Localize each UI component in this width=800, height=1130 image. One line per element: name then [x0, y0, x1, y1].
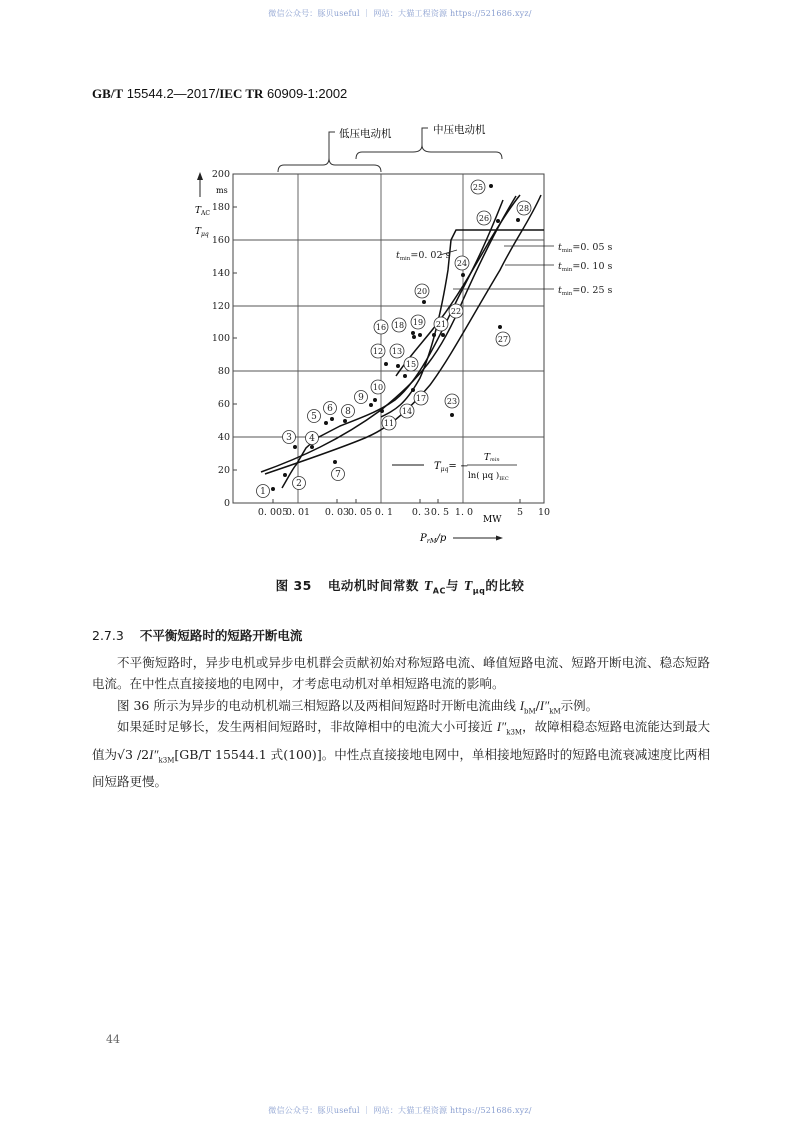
svg-text:27: 27	[497, 335, 509, 344]
svg-text:22: 22	[450, 307, 462, 316]
y-unit-ms: ms	[216, 186, 228, 195]
legend-formula	[392, 453, 517, 482]
svg-text:2: 2	[296, 479, 302, 489]
section-title: 不平衡短路时的短路开断电流	[139, 628, 303, 643]
svg-text:10: 10	[372, 383, 384, 392]
x-axis-label: $P_{rM}/p$	[420, 533, 447, 545]
svg-text:26: 26	[478, 214, 490, 223]
svg-text:180: 180	[211, 202, 230, 213]
svg-text:12: 12	[372, 347, 384, 356]
point-label-8	[342, 405, 355, 418]
standard-code-iec-number: 60909-1:2002	[263, 86, 348, 101]
bracket-low-label: 低压电动机	[339, 128, 392, 140]
svg-text:19: 19	[412, 318, 424, 327]
point-label-9	[355, 391, 368, 404]
section-number: 2.7.3	[92, 628, 124, 643]
svg-text:17: 17	[415, 394, 427, 403]
point-label-2	[293, 477, 306, 490]
figure-number: 图 35	[275, 578, 312, 593]
point-label-23	[445, 394, 459, 408]
point-label-16	[374, 320, 388, 334]
curve-steep	[393, 195, 520, 376]
svg-text:23: 23	[446, 397, 458, 406]
svg-text:0. 1: 0. 1	[374, 507, 394, 518]
curve-tmin-0.05	[282, 200, 503, 488]
standard-code-iec: IEC TR	[219, 86, 264, 101]
point-label-10	[371, 380, 385, 394]
svg-text:120: 120	[211, 301, 230, 312]
svg-text:tmin=0. 05 s: $t_{min}=0$. 05 s	[558, 242, 613, 254]
paragraph-2: 图 36 所示为异步的电动机机端三相短路以及两相间短路时开断电流曲线 $I_{bM}/I''_{kM}$示例。	[117, 698, 599, 716]
watermark-bottom: 微信公众号：豚贝useful ｜ 网站：大猫工程资源 https://521686.xyz/	[268, 1106, 532, 1115]
svg-text:ln( μq )IEC: ln( μq )$_{IEC}$	[468, 471, 509, 482]
y-label-tmuq: $T_{\mu q}$	[195, 227, 209, 238]
point-label-20	[415, 284, 429, 298]
svg-text:60: 60	[217, 399, 230, 410]
svg-text:0. 03: 0. 03	[324, 507, 350, 518]
point-label-28	[517, 201, 531, 215]
svg-text:0. 3: 0. 3	[411, 507, 431, 518]
svg-text:3: 3	[286, 433, 292, 443]
svg-text:tmin=0. 25 s: $t_{min}=0$. 25 s	[558, 285, 613, 297]
svg-text:20: 20	[217, 465, 230, 476]
svg-text:9: 9	[358, 393, 364, 403]
watermark-top: 微信公众号：豚贝useful ｜ 网站：大猫工程资源 https://521686.xyz/	[268, 9, 532, 18]
point-label-27	[496, 332, 510, 346]
point-label-17	[414, 391, 428, 405]
svg-text:80: 80	[217, 366, 230, 377]
x-unit-mw: MW	[483, 515, 502, 525]
svg-text:28: 28	[518, 204, 530, 213]
curve-tmin-0.02	[261, 196, 516, 472]
svg-text:21: 21	[435, 320, 447, 329]
point-label-13	[390, 344, 404, 358]
svg-text:tmin=0. 02 s: $t_{min}=0$. 02 s	[396, 250, 451, 262]
svg-text:tmin=0. 10 s: $t_{min}=0$. 10 s	[558, 261, 613, 273]
point-label-14	[400, 404, 414, 418]
svg-text:24: 24	[456, 259, 468, 268]
svg-text:7: 7	[335, 470, 341, 480]
svg-text:0. 5: 0. 5	[430, 507, 450, 518]
x-axis-ticks	[258, 499, 550, 518]
y-label-tac: $T_{AC}$	[195, 206, 210, 217]
figure-35-chart	[0, 0, 800, 560]
point-label-15	[404, 357, 418, 371]
svg-text:13: 13	[391, 347, 403, 356]
point-label-25	[471, 180, 485, 194]
svg-text:40: 40	[217, 432, 230, 443]
point-label-4	[306, 432, 319, 445]
svg-text:5: 5	[516, 507, 524, 518]
bracket-mid-label: 中压电动机	[433, 124, 486, 136]
point-label-19	[411, 315, 425, 329]
svg-text:10: 10	[537, 507, 551, 518]
svg-text:4: 4	[309, 434, 315, 444]
svg-text:0: 0	[223, 498, 230, 509]
svg-text:11: 11	[383, 419, 395, 428]
svg-text:200: 200	[211, 169, 230, 180]
svg-text:1: 1	[260, 487, 266, 497]
svg-text:0. 01: 0. 01	[285, 507, 311, 518]
svg-text:0. 05: 0. 05	[347, 507, 373, 518]
svg-text:Tμq= −: $T_{\mu q}=$ −	[434, 461, 469, 473]
svg-text:25: 25	[472, 183, 484, 192]
svg-text:0. 005: 0. 005	[257, 507, 289, 518]
svg-text:14: 14	[401, 407, 413, 416]
point-label-24	[455, 256, 469, 270]
svg-text:5: 5	[311, 412, 317, 422]
figure-caption: 图 35 电动机时间常数 $T_{AC}$与 $T_{\mu q}$的比较	[275, 578, 525, 596]
svg-text:8: 8	[345, 407, 351, 417]
svg-text:1. 0: 1. 0	[454, 507, 474, 518]
point-label-1	[257, 485, 270, 498]
page-number: 44	[106, 1033, 120, 1046]
paragraph-3: 如果延时足够长，发生两相间短路时，非故障相中的电流大小可接近 $I''_{k3M}$，故障相稳态短路电流能达到最大值为√3 $/2I''_{k3M}[GB/T$ 15544.1 式(100)]。中性点直接接地电网中，单相接地短路时的短路电流衰减速度比两相间短路更慢。	[92, 719, 710, 789]
standard-code-gbt: GB/T	[92, 86, 124, 101]
section-heading	[92, 626, 302, 644]
point-label-3	[283, 431, 296, 444]
svg-text:18: 18	[393, 321, 405, 330]
point-label-26	[477, 211, 491, 225]
y-axis-arrow-icon	[197, 172, 203, 197]
svg-text:140: 140	[211, 268, 230, 279]
point-label-21	[434, 317, 448, 331]
point-label-6	[324, 402, 337, 415]
point-label-12	[371, 344, 385, 358]
svg-text:Tmin: Tmin	[484, 453, 500, 463]
point-label-5	[308, 410, 321, 423]
point-label-18	[392, 318, 406, 332]
paragraph-1: 不平衡短路时，异步电机或异步电机群会贡献初始对称短路电流、峰值短路电流、短路开断电流、稳态短路电流。在中性点直接接地的电网中，才考虑电动机对单相短路电流的影响。	[92, 655, 710, 691]
svg-text:16: 16	[375, 323, 387, 332]
x-axis-arrow-icon	[453, 536, 503, 541]
svg-text:100: 100	[211, 333, 230, 344]
point-label-7	[332, 468, 345, 481]
svg-text:160: 160	[211, 235, 230, 246]
point-label-22	[449, 304, 463, 318]
standard-code-number: 15544.2—2017/	[123, 86, 220, 101]
svg-text:20: 20	[416, 287, 428, 296]
svg-text:15: 15	[405, 360, 417, 369]
svg-text:6: 6	[327, 404, 333, 414]
point-label-11	[382, 416, 396, 430]
